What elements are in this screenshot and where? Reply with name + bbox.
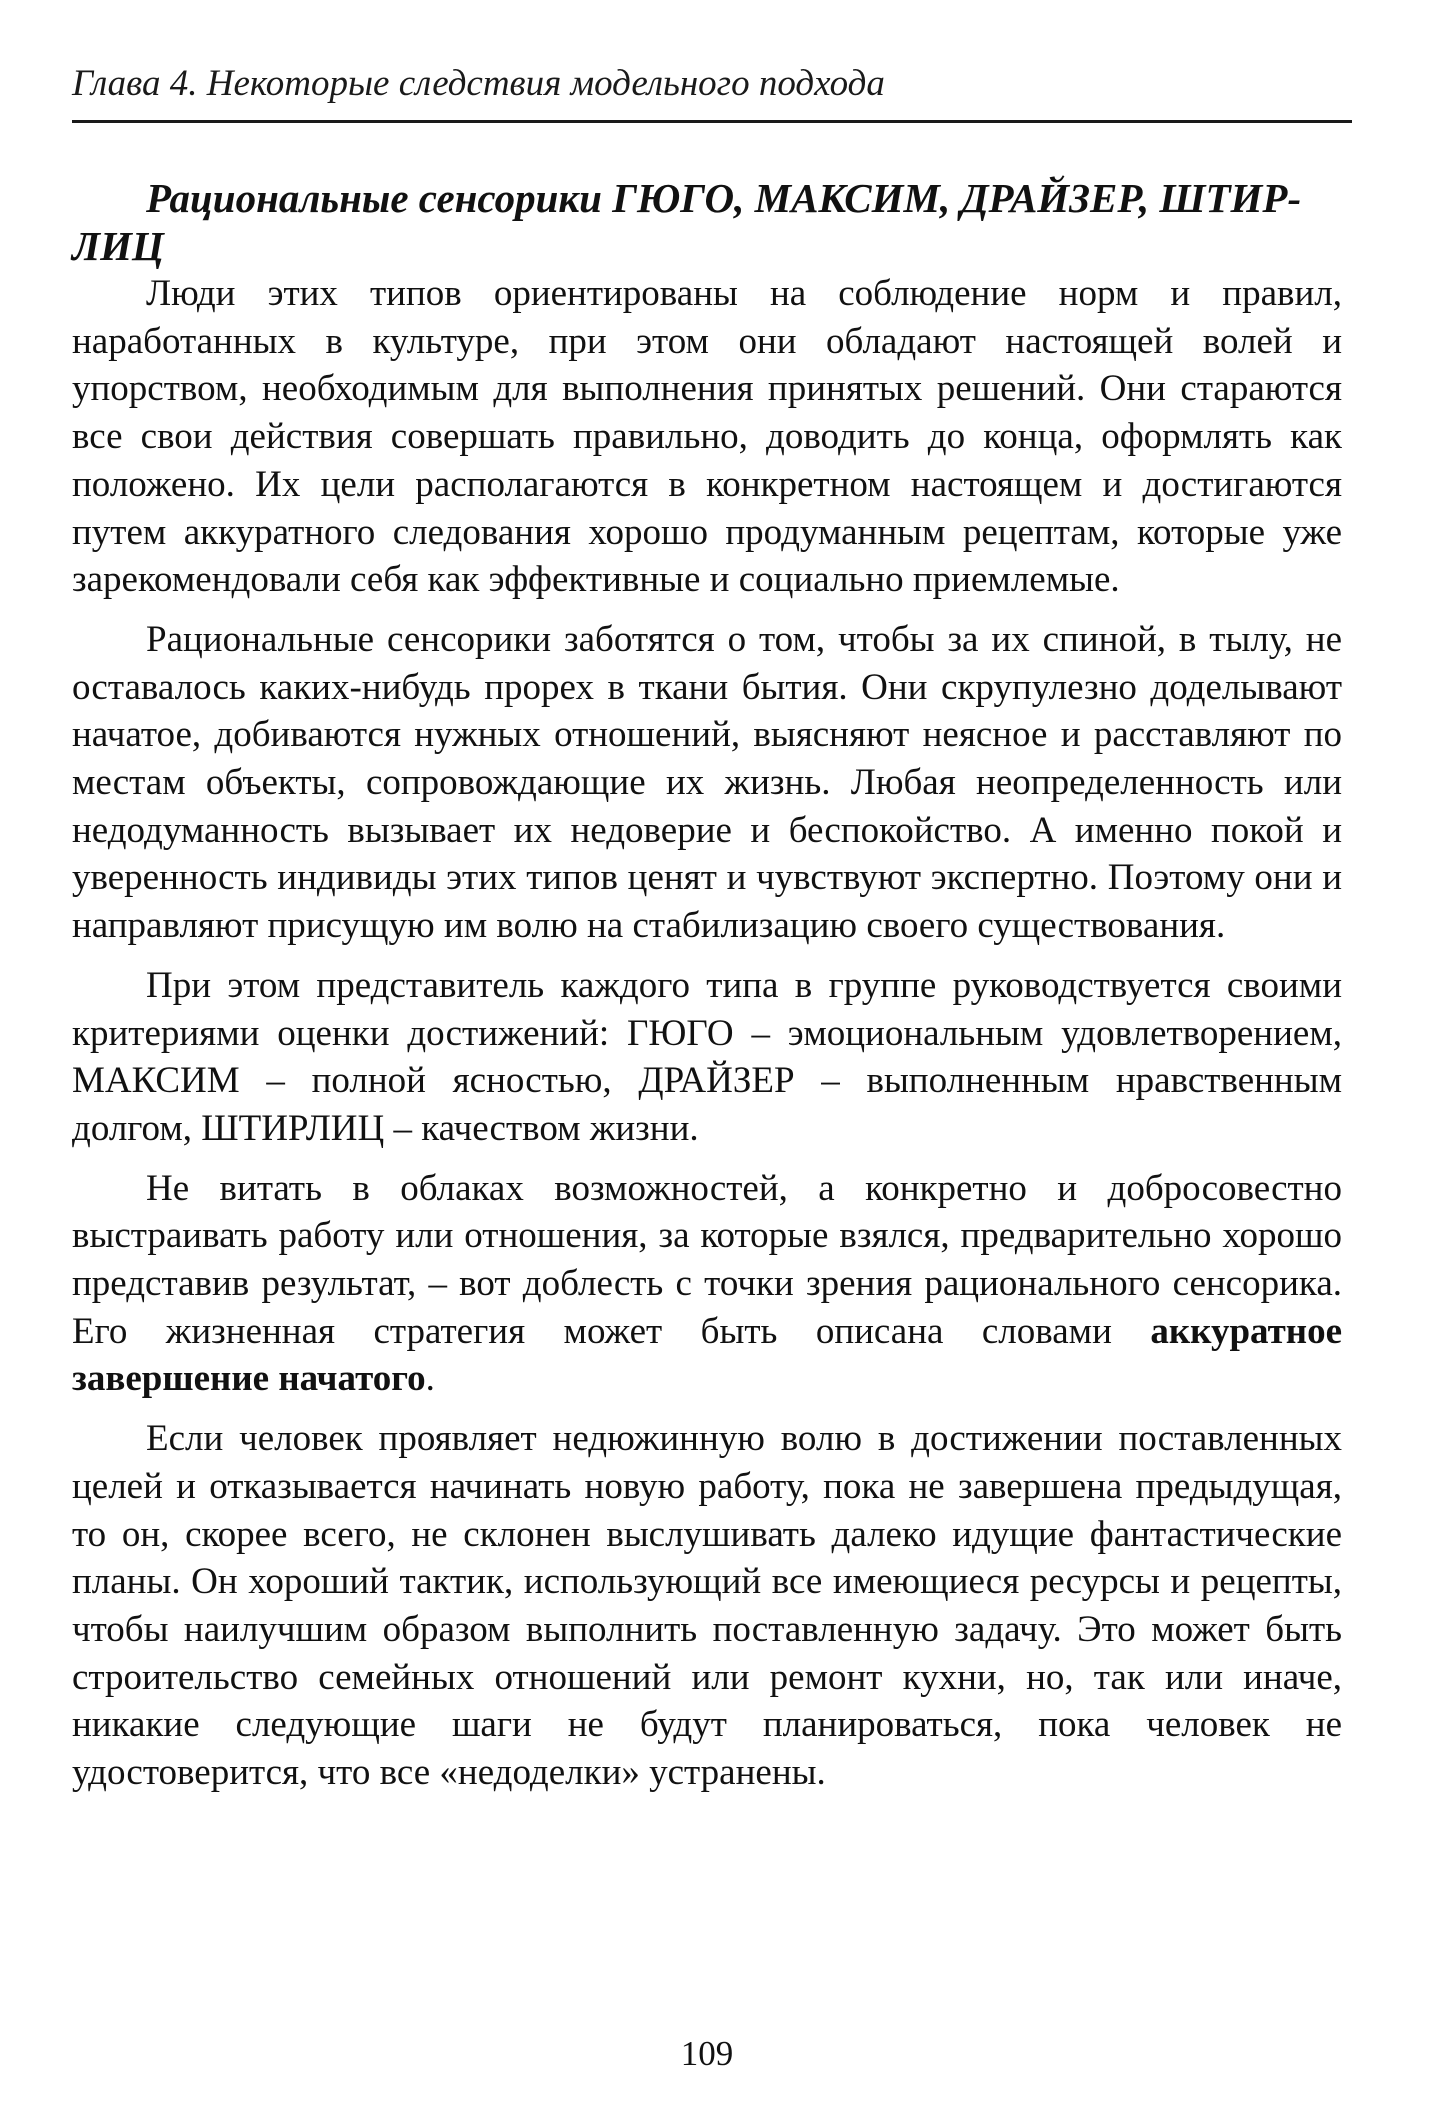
paragraph-4-text: Не витать в облаках возможностей, а конкретно и добросовестно выстраивать работу или отношения, за которые взялся, предварительно хорошо представив результат, – вот доблесть с точки зрения рационального сенсорика. Его жизненная стратегия может быть описана словами bbox=[72, 1167, 1342, 1352]
paragraph-4-emphasis: аккуратное завершение начатого bbox=[72, 1310, 1342, 1400]
paragraph-5: Если человек проявляет недюжинную волю в достижении поставленных целей и отказывается начинать новую работу, пока не завершена предыдущая, то он, скорее всего, не склонен выслушивать далеко идущие фантастические планы. Он хороший тактик, использующий все имеющиеся ресурсы и рецепты, чтобы наилучшим образом выполнить поставленную задачу. Это может быть строительство семейных отношений или ремонт кухни, но, так или иначе, никакие следующие шаги не будут планироваться, пока человек не удостоверится, что все «недоделки» устранены. bbox=[72, 1418, 1342, 1794]
header-rule bbox=[72, 120, 1352, 123]
body-text bbox=[72, 270, 1342, 1809]
section-heading: Рациональные сенсорики ГЮГО, МАКСИМ, ДРАЙЗЕР, ШТИРЛИЦ bbox=[72, 175, 1302, 269]
paragraph-3: При этом представитель каждого типа в группе руководствуется своими критериями оценки достижений: ГЮГО – эмоциональным удовлетворением, МАКСИМ – полной ясностью, ДРАЙЗЕР – выполненным нравственным долгом, ШТИРЛИЦ – качеством жизни. bbox=[72, 964, 1342, 1149]
paragraph-1: Люди этих типов ориентированы на соблюдение норм и правил, наработанных в культуре, при этом они обладают настоящей волей и упорством, необходимым для выполнения принятых решений. Они стараются все свои действия совершать правильно, доводить до конца, оформлять как положено. Их цели располагаются в конкретном настоящем и достигаются путем аккуратного следования хорошо продуманным рецептам, которые уже зарекомендовали себя как эффективные и социально приемлемые. bbox=[72, 273, 1342, 601]
paragraph-4-end: . bbox=[425, 1358, 435, 1400]
book-page bbox=[72, 48, 1342, 2073]
running-head: Глава 4. Некоторые следствия модельного подхода bbox=[72, 63, 885, 104]
paragraph-2: Рациональные сенсорики заботятся о том, чтобы за их спиной, в тылу, не оставалось каких-нибудь прорех в ткани бытия. Они скрупулезно доделывают начатое, добиваются нужных отношений, выясняют неясное и расставляют по местам объекты, сопровождающие их жизнь. Любая неопределенность или недодуманность вызывает их недоверие и беспокойство. А именно покой и уверенность индивиды этих типов ценят и чувствуют экспертно. Поэтому они и направляют присущую им волю на стабилизацию своего существования. bbox=[72, 618, 1342, 947]
paragraph-4 bbox=[72, 1165, 1342, 1404]
page-number: 109 bbox=[680, 2034, 734, 2073]
